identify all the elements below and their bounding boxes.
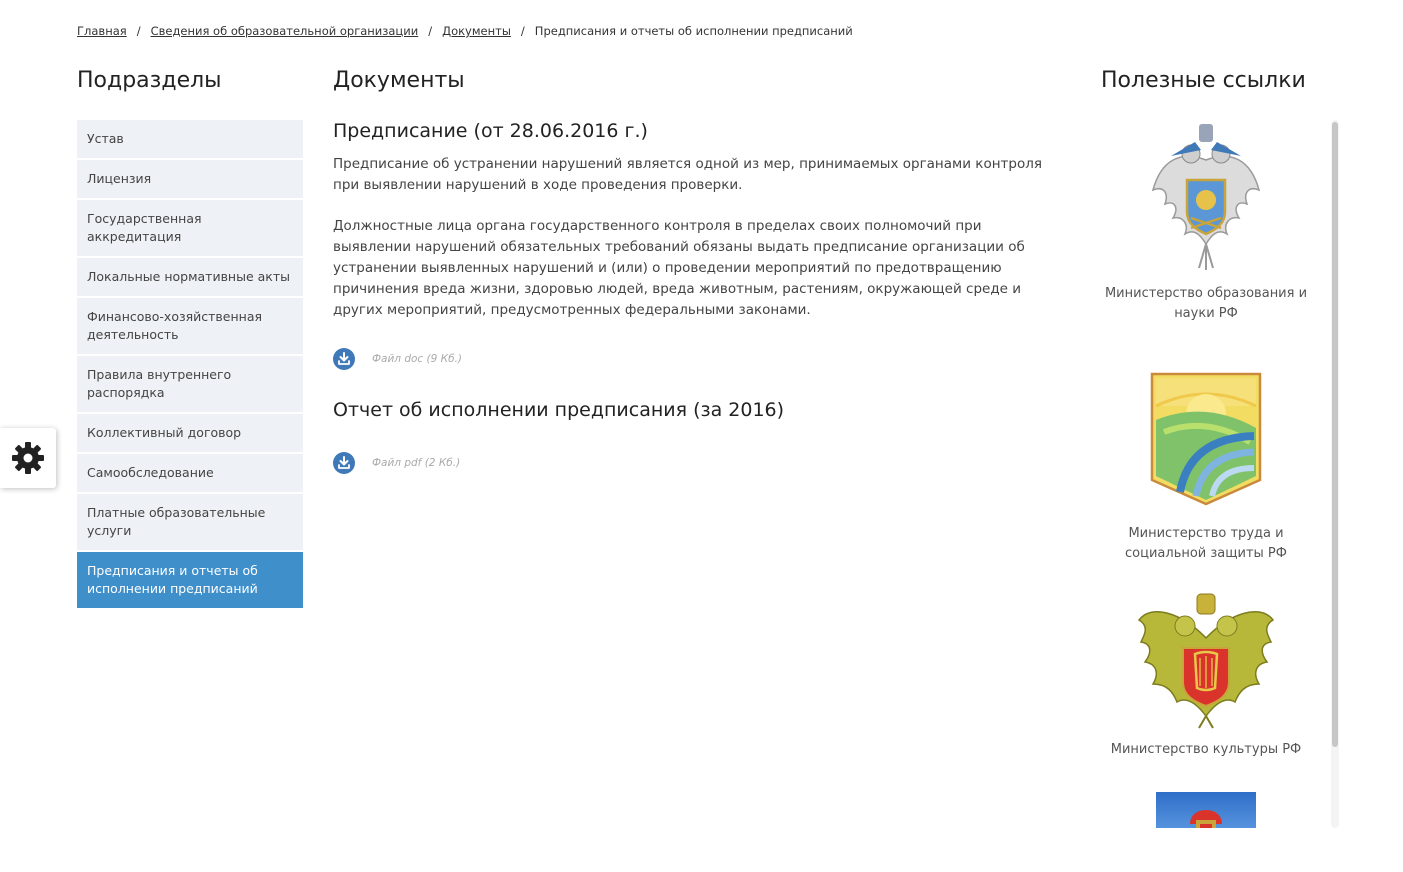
breadcrumb-link-documents[interactable]: Документы xyxy=(442,24,511,38)
document-paragraph: Должностные лица органа государственного контроля в пределах своих полномочий при выявлении нарушений обязательных требований обязаны выдать предписание организации об устранении выявленных нарушений и (или) о проведении мероприятий по предотвращению причинения вреда жизни, здоровью людей, вреда животным, растениям, окружающей среде и других мероприятий, предусмотренных федеральными законами. xyxy=(333,218,1025,318)
sidebar-item-local-acts[interactable]: Локальные нормативные акты xyxy=(77,258,303,296)
useful-links-list xyxy=(1100,120,1330,828)
document-title: Отчет об исполнении предписания (за 2016) xyxy=(333,399,785,421)
file-label: Файл doc (9 Кб.) xyxy=(372,353,463,365)
breadcrumb-separator: / xyxy=(428,24,433,38)
sidebar-item-internal-rules[interactable]: Правила внутреннего распорядка xyxy=(77,356,303,412)
sidebar-title: Подразделы xyxy=(77,68,222,93)
link-caption: Министерство образования и науки РФ xyxy=(1104,286,1308,321)
settings-button[interactable] xyxy=(0,428,56,488)
file-download-link[interactable] xyxy=(333,347,1063,371)
file-download-link[interactable] xyxy=(333,451,1063,475)
sidebar-item-license[interactable]: Лицензия xyxy=(77,160,303,198)
sidebar-item-collective-agreement[interactable]: Коллективный договор xyxy=(77,414,303,452)
page-title: Документы xyxy=(333,68,465,93)
sidebar-item-paid-services[interactable]: Платные образовательные услуги xyxy=(77,494,303,550)
breadcrumb-link-org-info[interactable]: Сведения об образовательной организации xyxy=(150,24,419,38)
link-ministry-culture[interactable] xyxy=(1100,592,1312,760)
link-ministry-labor[interactable] xyxy=(1100,372,1312,564)
link-next-partial[interactable] xyxy=(1100,792,1312,828)
sidebar-item-finance[interactable]: Финансово-хозяйственная деятельность xyxy=(77,298,303,354)
gear-icon xyxy=(10,440,46,476)
sidebar-item-prescriptions[interactable]: Предписания и отчеты об исполнении предписаний xyxy=(77,552,303,608)
breadcrumb xyxy=(77,24,853,38)
link-caption: Министерство культуры РФ xyxy=(1110,742,1302,757)
breadcrumb-current: Предписания и отчеты об исполнении предписаний xyxy=(534,24,853,38)
document-paragraph: Предписание об устранении нарушений является одной из мер, принимаемых органами контроля при выявлении нарушений в ходе проведения проверки. xyxy=(333,156,1042,193)
breadcrumb-link-home[interactable]: Главная xyxy=(77,24,127,38)
download-icon xyxy=(333,452,355,474)
document-section xyxy=(333,399,1063,475)
link-caption: Министерство труда и социальной защиты РФ xyxy=(1125,526,1287,561)
links-title: Полезные ссылки xyxy=(1101,68,1306,93)
sidebar-item-charter[interactable]: Устав xyxy=(77,120,303,158)
sidebar-nav xyxy=(77,120,303,610)
flag-emblem-icon xyxy=(1156,792,1256,828)
document-title: Предписание (от 28.06.2016 г.) xyxy=(333,120,648,142)
link-ministry-education[interactable] xyxy=(1100,120,1312,324)
ministry-culture-emblem-icon xyxy=(1137,592,1275,730)
file-label: Файл pdf (2 Кб.) xyxy=(372,457,461,469)
sidebar-item-accreditation[interactable]: Государственная аккредитация xyxy=(77,200,303,256)
sidebar-item-self-assessment[interactable]: Самообследование xyxy=(77,454,303,492)
download-icon xyxy=(333,348,355,370)
breadcrumb-separator: / xyxy=(136,24,141,38)
breadcrumb-separator: / xyxy=(520,24,525,38)
ministry-labor-emblem-icon xyxy=(1150,372,1262,506)
document-section xyxy=(333,120,1063,371)
links-scrollbar-thumb[interactable] xyxy=(1332,122,1338,747)
main-content xyxy=(333,120,1063,475)
ministry-education-emblem-icon xyxy=(1151,120,1261,272)
